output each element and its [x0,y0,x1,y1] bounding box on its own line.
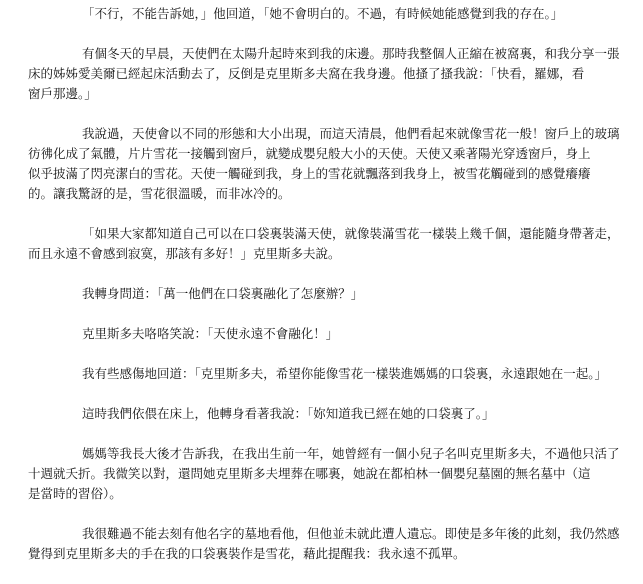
text-line: 這時我們依偎在床上，他轉身看著我說：「妳知道我已經在她的口袋裏了。」 [82,406,495,421]
paragraph [55,404,643,424]
paragraph [55,324,643,344]
text-line: 彷彿化成了氣體，片片雪花一接觸到窗戶，就變成嬰兒般大小的天使。天使又乘著陽光穿透窗戶，身上 [28,146,591,161]
paragraph [55,364,643,384]
text-line: 覺得到克里斯多夫的手在我的口袋裏裝作是雪花，藉此提醒我：我永遠不孤單。 [28,546,466,561]
text-line: 我很難過不能去刻有他名字的墓地看他，但他並未就此遭人遺忘。即使是多年後的此刻，我仍然感 [82,526,620,541]
text-line: 的。讓我驚訝的是，雪花很溫暖，而非冰冷的。 [28,186,291,201]
text-line: 「不行，不能告訴她，」他回道，「她不會明白的。不過，有時候她能感覺到我的存在。」 [82,6,564,21]
text-line: 克里斯多夫咯咯笑說：「天使永遠不會融化！」 [82,326,339,341]
paragraph [55,4,643,24]
paragraph [28,524,643,564]
text-line: 而且永遠不會感到寂寞，那該有多好！」克里斯多夫說。 [28,246,341,261]
text-line: 窗戶那邊。」 [28,86,97,101]
text-line: 媽媽等我長大後才告訴我，在我出生前一年，她曾經有一個小兒子名叫克里斯多夫，不過他只活了 [82,446,620,461]
text-line: 十週就夭折。我微笑以對，還問她克里斯多夫埋葬在哪裏，她說在都柏林一個嬰兒墓園的無名墓中（這 [28,466,591,481]
text-line: 有個冬天的早晨，天使們在太陽升起時來到我的床邊。那時我整個人正縮在被窩裏，和我分享一張 [82,46,620,61]
paragraph [28,124,643,204]
paragraph [28,224,643,264]
text-line: 我轉身問道：「萬一他們在口袋裏融化了怎麼辦？」 [82,286,364,301]
text-line: 是當時的習俗）。 [28,486,122,501]
text-line: 床的姊姊愛美爾已經起床活動去了，反倒是克里斯多夫窩在我身邊。他搔了搔我說：「快看，羅娜，看 [28,66,585,81]
paragraph [55,284,643,304]
paragraph [28,44,643,104]
text-line: 我有些感傷地回道：「克里斯多夫，希望你能像雪花一樣裝進媽媽的口袋裏，永遠跟她在一起。」 [82,366,608,381]
text-line: 似乎披滿了閃亮潔白的雪花。天使一觸碰到我，身上的雪花就飄落到我身上，被雪花觸碰到的感覺癢癢 [28,166,591,181]
document-body [28,4,643,584]
text-line: 「如果大家都知道自己可以在口袋裏裝滿天使，就像裝滿雪花一樣裝上幾千個，還能隨身帶著走， [82,226,620,241]
paragraph [28,444,643,504]
text-line: 我說過，天使會以不同的形態和大小出現，而這天清晨，他們看起來就像雪花一般！窗戶上的玻璃 [82,126,620,141]
